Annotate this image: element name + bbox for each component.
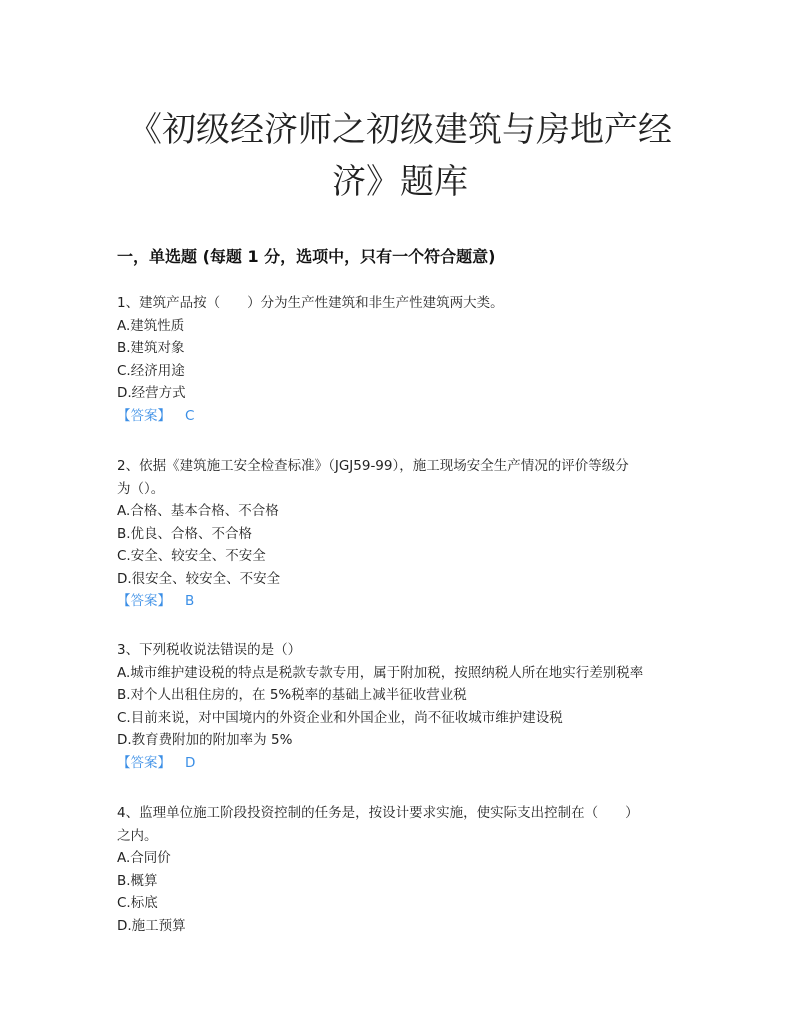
- option-a: A.城市维护建设税的特点是税款专款专用，属于附加税，按照纳税人所在地实行差别税率: [117, 664, 644, 681]
- option-c: C.经济用途: [117, 362, 185, 379]
- document-title-line-1: 《初级经济师之初级建筑与房地产经: [128, 110, 672, 150]
- option-d: D.很安全、较安全、不安全: [117, 570, 281, 587]
- answer-line: [117, 752, 697, 774]
- question-4: [117, 802, 697, 937]
- answer-label: 【答案】: [117, 754, 171, 771]
- option-b: B.概算: [117, 872, 158, 889]
- answer-value: D: [185, 754, 196, 771]
- option-a: A.建筑性质: [117, 317, 185, 334]
- question-stem-line-1: 4、监理单位施工阶段投资控制的任务是，按设计要求实施，使实际支出控制在（ ）: [117, 805, 639, 821]
- question-2: [117, 455, 697, 612]
- question-stem: 1、建筑产品按（ ）分为生产性建筑和非生产性建筑两大类。: [117, 295, 504, 311]
- option-c: C.目前来说，对中国境内的外资企业和外国企业，尚不征收城市维护建设税: [117, 709, 563, 726]
- answer-value: C: [185, 407, 195, 424]
- question-stem: 3、下列税收说法错误的是（）: [117, 642, 302, 658]
- option-b: B.建筑对象: [117, 340, 185, 356]
- option-c: C.安全、较安全、不安全: [117, 548, 266, 564]
- option-b: B.优良、合格、不合格: [117, 525, 253, 542]
- answer-line: [117, 405, 697, 427]
- option-d: D.施工预算: [117, 917, 186, 934]
- question-stem-line-2: 为（）。: [117, 480, 165, 497]
- option-a: A.合同价: [117, 850, 171, 866]
- question-stem-line-2: 之内。: [117, 827, 158, 844]
- option-d: D.教育费附加的附加率为 5%: [117, 732, 293, 748]
- section-heading: 一，单选题 (每题 1 分，选项中，只有一个符合题意): [117, 247, 496, 266]
- option-b: B.对个人出租住房的，在 5%税率的基础上减半征收营业税: [117, 687, 467, 703]
- question-stem-line-1: 2、依据《建筑施工安全检查标准》（JGJ59-99），施工现场安全生产情况的评价等级分: [117, 458, 629, 474]
- answer-line: [117, 590, 697, 612]
- question-3: [117, 639, 697, 774]
- answer-label: 【答案】: [117, 407, 171, 424]
- document-title-line-2: 济》题库: [332, 162, 468, 202]
- answer-value: B: [185, 593, 195, 609]
- option-a: A.合格、基本合格、不合格: [117, 503, 279, 519]
- answer-label: 【答案】: [117, 593, 171, 609]
- question-1: [117, 292, 697, 427]
- option-c: C.标底: [117, 895, 158, 911]
- option-d: D.经营方式: [117, 385, 186, 401]
